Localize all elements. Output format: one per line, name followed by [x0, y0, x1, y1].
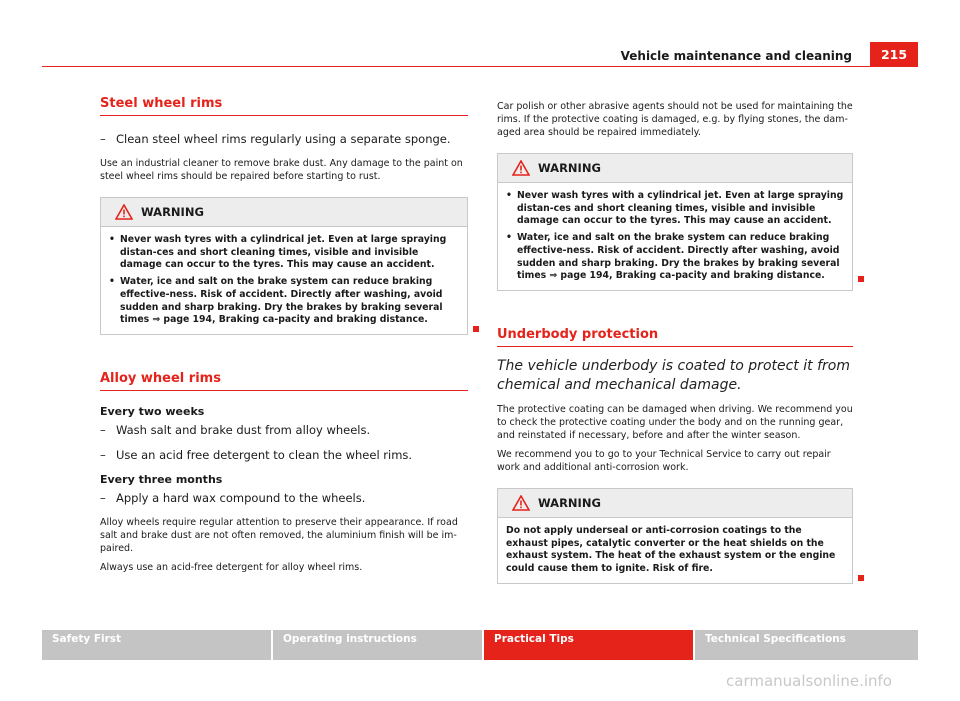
alloy-note: Always use an acid-free detergent for alloy wheel rims.: [100, 561, 363, 573]
warning-item-text: Water, ice and salt on the brake system can reduce braking effective-ness. Risk of accident. Directly after washing, avoid sudden and sharp braking. Dry the brakes by braking several times ⇒ page 194, Braking ca-pacity and braking distance.: [517, 232, 840, 282]
running-header-title: Vehicle maintenance and cleaning: [620, 49, 852, 63]
section-title-steel-rims: Steel wheel rims: [100, 96, 468, 116]
dash-bullet: –: [100, 447, 106, 462]
warning-label: WARNING: [538, 161, 601, 175]
warning-item-text: Never wash tyres with a cylindrical jet. Even at large spraying distan-ces and short cleaning times, visible and invisible damage can occur to the tyres. This may cause an accident.: [120, 234, 447, 271]
steel-note: Use an industrial cleaner to remove brake dust. Any damage to the paint on steel wheel rims should be repaired before starting to rust.: [100, 158, 463, 182]
warning-box-underbody: [497, 488, 853, 584]
left-column: [100, 96, 468, 574]
bullet-icon: •: [109, 276, 115, 288]
warning-label: WARNING: [538, 495, 601, 510]
section-end-mark: [473, 326, 479, 332]
tab-safety-first[interactable]: Safety First: [42, 630, 271, 660]
section-title-alloy-rims: Alloy wheel rims: [100, 371, 468, 391]
section-end-mark: [858, 276, 864, 282]
interval-heading: Every three months: [100, 472, 223, 486]
step-item: [100, 490, 468, 506]
bullet-icon: •: [506, 232, 512, 244]
warning-header: [498, 154, 852, 183]
tab-operating-instructions[interactable]: Operating instructions: [273, 630, 482, 660]
chapter-tabs: [42, 630, 918, 660]
warning-item: [506, 232, 844, 283]
warning-box-steel: [100, 197, 468, 335]
section-lead: The vehicle underbody is coated to protect it from chemical and mechanical damage.: [497, 357, 850, 393]
dash-bullet: –: [100, 490, 106, 505]
warning-item-text: Never wash tyres with a cylindrical jet. Even at large spraying distan-ces and short cleaning times, visible and invisible damage can occur to the tyres. This may cause an accident.: [517, 190, 844, 227]
tab-practical-tips[interactable]: Practical Tips: [484, 630, 693, 660]
warning-header: [498, 489, 852, 518]
step-item: [100, 447, 468, 463]
step-item: [100, 131, 468, 147]
bullet-icon: •: [109, 234, 115, 245]
step-text: Use an acid free detergent to clean the wheel rims.: [116, 447, 413, 462]
underbody-paragraph: The protective coating can be damaged when driving. We recommend you to check the protective coating under the body and on the running gear, and reinstated if necessary, before and after the winter season.: [497, 403, 853, 441]
warning-body: [101, 227, 467, 334]
alloy-note: Alloy wheels require regular attention to preserve their appearance. If road salt and brake dust are not often removed, the aluminium finish will be im-paired.: [100, 516, 458, 554]
warning-item: [109, 234, 459, 272]
warning-box-rims: [497, 153, 853, 291]
warning-item: [506, 190, 844, 228]
warning-header: [101, 198, 467, 227]
warning-triangle-icon: [512, 160, 530, 176]
interval-heading: Every two weeks: [100, 404, 205, 418]
step-text: Wash salt and brake dust from alloy wheels.: [116, 422, 371, 437]
header-rule: [42, 66, 870, 67]
warning-triangle-icon: [512, 495, 530, 511]
step-text: Clean steel wheel rims regularly using a separate sponge.: [116, 132, 451, 146]
rims-intro: Car polish or other abrasive agents should not be used for maintaining the rims. If the protective coating is damaged, e.g. by flying stones, the dam-aged area should be repaired immediately.: [497, 101, 853, 138]
warning-label: WARNING: [141, 205, 204, 219]
warning-triangle-icon: [115, 204, 133, 220]
dash-bullet: –: [100, 132, 106, 146]
step-text: Apply a hard wax compound to the wheels.: [116, 490, 366, 505]
page-number: 215: [870, 42, 918, 67]
right-column: [497, 96, 853, 584]
warning-body: [498, 518, 852, 583]
warning-body: [498, 183, 852, 290]
warning-item: [109, 276, 459, 327]
section-title-underbody: Underbody protection: [497, 327, 853, 347]
warning-text: Do not apply underseal or anti-corrosion coatings to the exhaust pipes, catalytic converter or the heat shields on the exhaust system. The heat of the exhaust system or the engine could cause them to ignite. Risk of fire.: [506, 524, 836, 575]
underbody-paragraph: We recommend you to go to your Technical Service to carry out repair work and additional anti-corrosion work.: [497, 448, 831, 473]
section-end-mark: [858, 575, 864, 581]
step-item: [100, 422, 468, 438]
dash-bullet: –: [100, 422, 106, 437]
tab-technical-specifications[interactable]: Technical Specifications: [695, 630, 918, 660]
watermark: carmanualsonline.info: [726, 672, 892, 690]
bullet-icon: •: [506, 190, 512, 201]
warning-item-text: Water, ice and salt on the brake system can reduce braking effective-ness. Risk of accident. Directly after washing, avoid sudden and sharp braking. Dry the brakes by braking several times ⇒ page 194, Braking ca-pacity and braking distance.: [120, 276, 443, 326]
